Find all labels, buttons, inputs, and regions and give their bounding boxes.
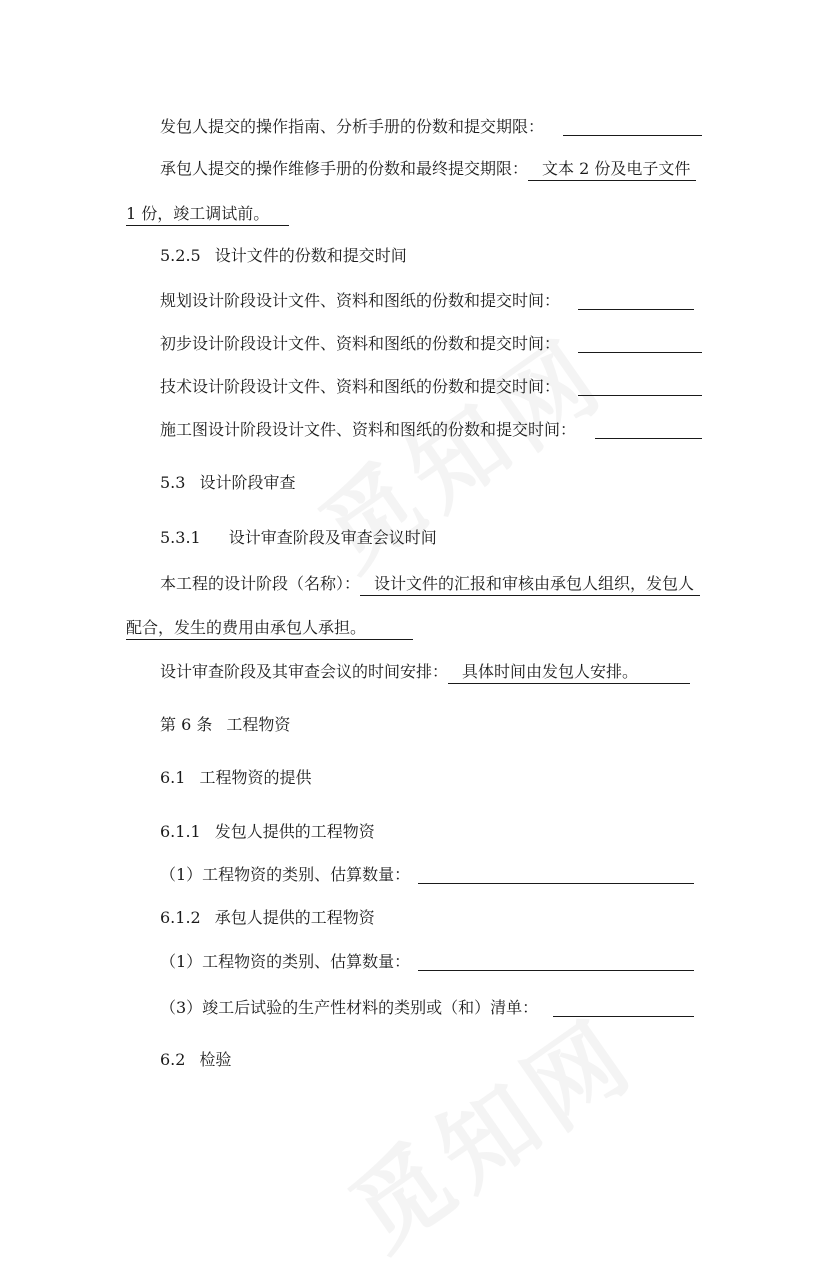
section-heading [160,1048,231,1072]
review-schedule-label: 设计审查阶段及其审查会议的时间安排： [160,662,449,681]
blank-construction-drawing [595,416,702,439]
article-heading [160,713,290,737]
line-preliminary-design: 初步设计阶段设计文件、资料和图纸的份数和提交时间： [160,334,561,353]
article-title: 工程物资 [226,715,291,734]
section-title: 承包人提供的工程物资 [214,908,375,927]
blank-planning-design [578,287,694,310]
review-schedule-value: 具体时间由发包人安排。 [448,661,690,684]
section-title: 检验 [199,1050,232,1069]
line-maintenance-manual-cont [126,202,289,226]
section-heading [160,906,375,930]
blank-employer-materials [418,861,694,884]
section-title: 设计审查阶段及审查会议时间 [228,528,437,547]
design-stage-value: 设计文件的汇报和审核由承包人组织，发包人 [360,573,700,596]
watermark [319,981,658,1276]
section-title: 发包人提供的工程物资 [214,822,375,841]
section-title: 设计阶段审查 [199,473,296,492]
design-stage-value-cont: 配合，发生的费用由承包人承担。 [126,617,413,640]
line-construction-drawing: 施工图设计阶段设计文件、资料和图纸的份数和提交时间： [160,420,577,439]
blank-preliminary-design [578,330,702,353]
maintenance-manual-value-cont: 1 份，竣工调试前。 [126,203,289,226]
line-design-stage [160,572,700,596]
line-design-stage-cont [126,616,413,640]
line-employer-materials: （1）工程物资的类别、估算数量： [160,865,411,884]
line-planning-design: 规划设计阶段设计文件、资料和图纸的份数和提交时间： [160,291,561,310]
section-heading [160,820,375,844]
line-production-materials: （3）竣工后试验的生产性材料的类别或（和）清单： [160,998,539,1017]
line-contractor-materials: （1）工程物资的类别、估算数量： [160,952,411,971]
maintenance-manual-label: 承包人提交的操作维修手册的份数和最终提交期限： [160,159,529,178]
blank-contractor-materials [418,948,694,971]
blank-technical-design [578,373,702,396]
line-technical-design: 技术设计阶段设计文件、资料和图纸的份数和提交时间： [160,377,561,396]
section-number: 6.1.2 [160,908,201,927]
line-operation-guide: 发包人提交的操作指南、分析手册的份数和提交期限： [160,117,545,136]
maintenance-manual-value: 文本 2 份及电子文件 [528,158,696,181]
section-heading [160,526,437,550]
section-number: 6.1.1 [160,822,201,841]
section-title: 设计文件的份数和提交时间 [214,246,407,265]
article-number: 第 6 条 [160,715,213,734]
line-review-schedule [160,660,690,684]
section-number: 6.2 [160,1050,186,1069]
section-heading [160,471,295,495]
section-number: 5.3.1 [160,528,201,547]
blank-operation-guide [563,113,702,136]
line-maintenance-manual [160,157,696,181]
section-number: 6.1 [160,768,186,787]
section-heading [160,244,407,268]
section-number: 5.2.5 [160,246,201,265]
blank-production-materials [553,994,694,1017]
design-stage-label: 本工程的设计阶段（名称）： [160,574,361,593]
section-heading [160,766,311,790]
section-title: 工程物资的提供 [199,768,312,787]
section-number: 5.3 [160,473,186,492]
